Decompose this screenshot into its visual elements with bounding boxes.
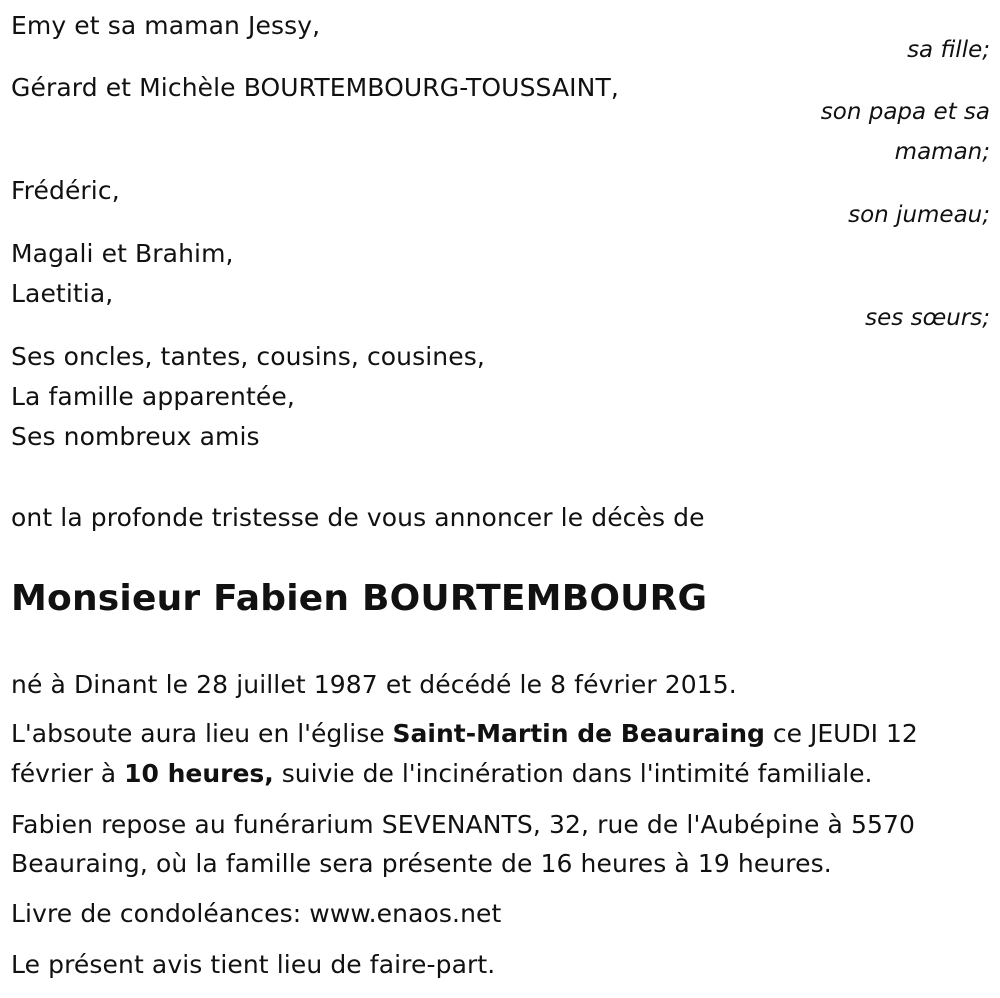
daughter-line: Emy et sa maman Jessy, <box>11 11 321 40</box>
others-line-1: Ses oncles, tantes, cousins, cousines, <box>11 342 485 371</box>
others-line-2: La famille apparentée, <box>11 382 295 411</box>
deceased-name: Monsieur Fabien BOURTEMBOURG <box>11 578 708 619</box>
notice-line: Le présent avis tient lieu de faire-part. <box>11 950 496 979</box>
condolences-line: Livre de condoléances: www.enaos.net <box>11 899 502 928</box>
announcement-text: ont la profonde tristesse de vous annoncer le décès de <box>11 503 705 532</box>
absoute-pre: L'absoute aura lieu en l'église <box>11 719 393 748</box>
parents-line: Gérard et Michèle BOURTEMBOURG-TOUSSAINT, <box>11 73 619 102</box>
birth-death-line: né à Dinant le 28 juillet 1987 et décédé le 8 février 2015. <box>11 670 737 699</box>
funerarium-line-1: Fabien repose au funérarium SEVENANTS, 32, rue de l'Aubépine à 5570 <box>11 810 916 839</box>
daughter-relation: sa fille; <box>907 37 990 63</box>
funerarium-line-2: Beauraing, où la famille sera présente de 16 heures à 19 heures. <box>11 849 832 878</box>
ceremony-time: 10 heures, <box>124 759 274 788</box>
absoute-post: suivie de l'incinération dans l'intimité familiale. <box>273 759 873 788</box>
absoute-mid: ce JEUDI 12 février à <box>11 719 918 788</box>
parents-relation-line-1: son papa et sa <box>820 99 990 125</box>
absoute-paragraph <box>11 714 991 794</box>
twin-line: Frédéric, <box>11 176 120 205</box>
sister-line-1: Magali et Brahim, <box>11 239 234 268</box>
others-line-3: Ses nombreux amis <box>11 422 260 451</box>
twin-relation: son jumeau; <box>848 202 990 228</box>
sister-line-2: Laetitia, <box>11 279 114 308</box>
parents-relation-line-2: maman; <box>894 139 990 165</box>
church-name: Saint-Martin de Beauraing <box>392 719 765 748</box>
sisters-relation: ses sœurs; <box>865 305 990 331</box>
